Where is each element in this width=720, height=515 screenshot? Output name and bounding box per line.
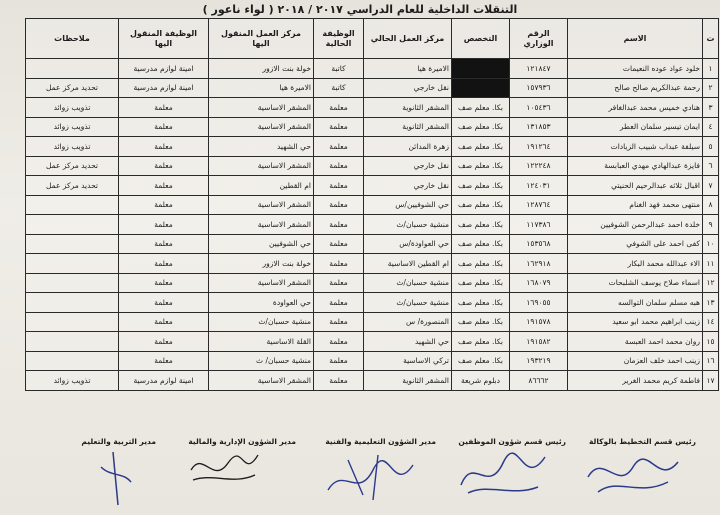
cell-name: ايمان تيسير سلمان العطر xyxy=(568,117,703,137)
cell-number: ١٦٨٠٧٩ xyxy=(510,273,568,293)
cell-new-center: منشية حسبان/ث xyxy=(209,312,314,332)
cell-new-job: معلمة xyxy=(119,156,209,176)
header-notes: ملاحظات xyxy=(26,19,119,59)
cell-new-job: امينة لوازم مدرسية xyxy=(119,78,209,98)
cell-new-job: معلمة xyxy=(119,215,209,235)
cell-current-job: معلمة xyxy=(314,195,364,215)
cell-current-job: معلمة xyxy=(314,234,364,254)
table-header-row xyxy=(26,19,719,59)
cell-new-job: معلمة xyxy=(119,176,209,196)
cell-number: ١٦٢٩١٨ xyxy=(510,254,568,274)
table-row xyxy=(26,137,719,157)
cell-number: ١٩١٢٦٤ xyxy=(510,137,568,157)
cell-name: الاء عبدالله محمد البكار xyxy=(568,254,703,274)
cell-current-center: نقل خارجي xyxy=(364,78,452,98)
cell-notes: تذويب زوائد xyxy=(26,371,119,391)
table-row xyxy=(26,351,719,371)
cell-name: رحمة عبدالكريم صالح صالح xyxy=(568,78,703,98)
cell-specialty: بكا. معلم صف xyxy=(452,176,510,196)
cell-index: ١٣ xyxy=(703,293,719,313)
cell-current-center: منشية حسبان/ث xyxy=(364,215,452,235)
table-row xyxy=(26,59,719,79)
cell-notes xyxy=(26,234,119,254)
header-index: ت xyxy=(703,19,719,59)
header-current-center: مركز العمل الحالي xyxy=(364,19,452,59)
cell-new-job: معلمة xyxy=(119,273,209,293)
cell-new-job: امينة لوازم مدرسية xyxy=(119,371,209,391)
header-new-center: مركز العمل المنقول اليها xyxy=(209,19,314,59)
cell-new-job: معلمة xyxy=(119,293,209,313)
signature-administrative: مدير الشؤون الإدارية والمالية xyxy=(188,437,296,446)
cell-specialty: بكا. معلم صف xyxy=(452,312,510,332)
cell-current-job: معلمة xyxy=(314,273,364,293)
cell-new-center: منشية حسبان/ ث xyxy=(209,351,314,371)
cell-notes: تحديد مركز عمل xyxy=(26,78,119,98)
cell-specialty: بكا. معلم صف xyxy=(452,273,510,293)
cell-specialty: بكا. معلم صف xyxy=(452,137,510,157)
cell-specialty: بكا. معلم صف xyxy=(452,254,510,274)
cell-notes xyxy=(26,59,119,79)
cell-current-center: المشقر الثانوية xyxy=(364,98,452,118)
cell-notes: تذويب زوائد xyxy=(26,117,119,137)
header-new-job: الوظيفة المنقول اليها xyxy=(119,19,209,59)
cell-current-job: كاتبة xyxy=(314,59,364,79)
cell-name: فايزة عبدالهادي مهدي العبابسة xyxy=(568,156,703,176)
cell-notes: تحديد مركز عمل xyxy=(26,156,119,176)
header-specialty: التخصص xyxy=(452,19,510,59)
table-row xyxy=(26,195,719,215)
cell-name: زينب ابراهيم محمد ابو سعيد xyxy=(568,312,703,332)
cell-new-center: خولة بنت الازور xyxy=(209,59,314,79)
cell-number: ١١٧٣٨٦ xyxy=(510,215,568,235)
cell-current-job: معلمة xyxy=(314,98,364,118)
cell-current-job: معلمة xyxy=(314,332,364,352)
cell-new-job: معلمة xyxy=(119,98,209,118)
cell-index: ٩ xyxy=(703,215,719,235)
cell-index: ٦ xyxy=(703,156,719,176)
signature-personnel: رئيس قسم شؤون الموظفين xyxy=(458,437,566,446)
cell-index: ٥ xyxy=(703,137,719,157)
cell-current-job: معلمة xyxy=(314,371,364,391)
cell-specialty: بكا. معلم صف xyxy=(452,234,510,254)
signature-planning: رئيس قسم التخطيط بالوكالة xyxy=(589,437,696,446)
cell-current-job: معلمة xyxy=(314,215,364,235)
cell-new-job: معلمة xyxy=(119,234,209,254)
cell-current-job: معلمة xyxy=(314,254,364,274)
cell-name: روان محمد احمد العبسة xyxy=(568,332,703,352)
cell-current-center: تركي الاساسية xyxy=(364,351,452,371)
cell-new-center: القلة الاساسية xyxy=(209,332,314,352)
cell-number: ١٥٧٩٣٦ xyxy=(510,78,568,98)
cell-current-job: معلمة xyxy=(314,312,364,332)
table-row xyxy=(26,234,719,254)
cell-current-center: الاميرة هيا xyxy=(364,59,452,79)
cell-current-job: معلمة xyxy=(314,156,364,176)
cell-new-center: المشقر الاساسية xyxy=(209,371,314,391)
cell-new-job: امينة لوازم مدرسية xyxy=(119,59,209,79)
cell-new-center: المشقر الاساسية xyxy=(209,156,314,176)
cell-specialty: بكا. معلم صف xyxy=(452,351,510,371)
table-row xyxy=(26,98,719,118)
table-row xyxy=(26,78,719,98)
cell-index: ١٥ xyxy=(703,332,719,352)
cell-new-job: معلمة xyxy=(119,332,209,352)
cell-specialty: دبلوم شريعة xyxy=(452,371,510,391)
cell-name: زينب احمد خلف العزمان xyxy=(568,351,703,371)
cell-name: خلود عواد عوده النعيمات xyxy=(568,59,703,79)
cell-notes xyxy=(26,273,119,293)
signature-area xyxy=(25,437,718,515)
table-row xyxy=(26,293,719,313)
cell-current-center: زهرة المدائن xyxy=(364,137,452,157)
cell-name: كفى احمد على الشوفي xyxy=(568,234,703,254)
cell-number: ١٦٩٠٥٥ xyxy=(510,293,568,313)
signature-director: مدير التربية والتعليم xyxy=(81,437,156,446)
cell-number: ١٥٣٥٦٨ xyxy=(510,234,568,254)
cell-new-center: المشقر الاساسية xyxy=(209,98,314,118)
handwritten-signature-5 xyxy=(83,447,143,509)
cell-current-job: كاتبة xyxy=(314,78,364,98)
cell-number: ١٢٢٢٤٨ xyxy=(510,156,568,176)
cell-new-job: معلمة xyxy=(119,312,209,332)
handwritten-signature-4 xyxy=(183,445,263,490)
cell-current-center: منشية حسبان/ث xyxy=(364,273,452,293)
cell-specialty: بكا. معلم صف xyxy=(452,98,510,118)
cell-notes xyxy=(26,332,119,352)
cell-name: خلدة احمد عبدالرحمن الشوفيين xyxy=(568,215,703,235)
cell-current-job: معلمة xyxy=(314,293,364,313)
handwritten-signature-2 xyxy=(453,445,553,500)
cell-new-job: معلمة xyxy=(119,195,209,215)
cell-index: ٢ xyxy=(703,78,719,98)
cell-current-job: معلمة xyxy=(314,137,364,157)
table-row xyxy=(26,254,719,274)
cell-index: ١٧ xyxy=(703,371,719,391)
cell-notes xyxy=(26,312,119,332)
cell-number: ١٣١٨٥٣ xyxy=(510,117,568,137)
cell-current-center: المشقر الثانوية xyxy=(364,371,452,391)
handwritten-signature-1 xyxy=(578,447,688,502)
cell-specialty: بكا. معلم صف xyxy=(452,293,510,313)
cell-index: ١١ xyxy=(703,254,719,274)
cell-new-center: الاميرة هيا xyxy=(209,78,314,98)
cell-notes xyxy=(26,195,119,215)
cell-new-center: المشقر الاساسية xyxy=(209,215,314,235)
cell-name: فاطمة كريم محمد الغرير xyxy=(568,371,703,391)
cell-notes xyxy=(26,293,119,313)
cell-notes: تحديد مركز عمل xyxy=(26,176,119,196)
cell-new-center: المشقر الاساسية xyxy=(209,117,314,137)
cell-notes xyxy=(26,351,119,371)
cell-name: هنادي خميس محمد عبدالغافر xyxy=(568,98,703,118)
cell-specialty: بكا. معلم صف xyxy=(452,156,510,176)
cell-number: ١٠٥٤٣٦ xyxy=(510,98,568,118)
cell-new-center: المشقر الاساسية xyxy=(209,273,314,293)
cell-notes xyxy=(26,215,119,235)
cell-specialty xyxy=(452,59,510,79)
header-number: الرقم الوزاري xyxy=(510,19,568,59)
cell-current-center: حي الشوفيين/س xyxy=(364,195,452,215)
cell-new-job: معلمة xyxy=(119,254,209,274)
cell-current-center: المشقر الثانوية xyxy=(364,117,452,137)
cell-current-center: نقل خارجي xyxy=(364,156,452,176)
cell-number: ١٢٤٠٣١ xyxy=(510,176,568,196)
cell-number: ١٩١٥٨٢ xyxy=(510,332,568,352)
cell-current-center: منشية حسبان/ث xyxy=(364,293,452,313)
table-row xyxy=(26,371,719,391)
table-row xyxy=(26,156,719,176)
table-row xyxy=(26,332,719,352)
cell-current-center: حي العواودة/س xyxy=(364,234,452,254)
cell-name: اقبال ثلاثه عبدالرحيم الحنيتي xyxy=(568,176,703,196)
cell-new-job: معلمة xyxy=(119,137,209,157)
cell-new-job: معلمة xyxy=(119,351,209,371)
cell-current-job: معلمة xyxy=(314,176,364,196)
cell-index: ١٢ xyxy=(703,273,719,293)
cell-current-center: ام القطين الاساسية xyxy=(364,254,452,274)
cell-index: ٤ xyxy=(703,117,719,137)
cell-current-job: معلمة xyxy=(314,351,364,371)
table-row xyxy=(26,117,719,137)
cell-specialty: بكا. معلم صف xyxy=(452,117,510,137)
cell-name: هبه مسلم سلمان التوالسه xyxy=(568,293,703,313)
cell-new-center: حي العواودة xyxy=(209,293,314,313)
cell-number: ١٢٨٧٦٤ xyxy=(510,195,568,215)
cell-specialty xyxy=(452,78,510,98)
cell-index: ٨ xyxy=(703,195,719,215)
cell-index: ١٦ xyxy=(703,351,719,371)
table-row xyxy=(26,176,719,196)
cell-name: اسماء صلاح يوسف الشلبحات xyxy=(568,273,703,293)
cell-current-center: نقل خارجي xyxy=(364,176,452,196)
cell-notes: تذويب زوائد xyxy=(26,98,119,118)
cell-name: منتهى محمد فهد الغنام xyxy=(568,195,703,215)
table-row xyxy=(26,215,719,235)
cell-current-center: حي الشهيد xyxy=(364,332,452,352)
header-name: الاسم xyxy=(568,19,703,59)
cell-number: ١٩٣٢١٩ xyxy=(510,351,568,371)
cell-index: ١ xyxy=(703,59,719,79)
cell-number: ١٩١٥٧٨ xyxy=(510,312,568,332)
cell-index: ٧ xyxy=(703,176,719,196)
cell-notes xyxy=(26,254,119,274)
handwritten-signature-3 xyxy=(318,445,418,505)
cell-name: سيلفة عبداب شبيب الزيادات xyxy=(568,137,703,157)
header-current-job: الوظيفة الحالية xyxy=(314,19,364,59)
signature-educational: مدير الشؤون التعليمية والفنية xyxy=(325,437,436,446)
cell-index: ٣ xyxy=(703,98,719,118)
cell-current-job: معلمة xyxy=(314,117,364,137)
cell-number: ١٢١٨٤٧ xyxy=(510,59,568,79)
cell-new-job: معلمة xyxy=(119,117,209,137)
cell-new-center: خولة بنت الازور xyxy=(209,254,314,274)
transfers-table xyxy=(25,18,719,391)
cell-specialty: بكا. معلم صف xyxy=(452,332,510,352)
cell-specialty: بكا. معلم صف xyxy=(452,195,510,215)
cell-new-center: ام القطين xyxy=(209,176,314,196)
cell-new-center: حي الشوفيين xyxy=(209,234,314,254)
cell-index: ١٤ xyxy=(703,312,719,332)
cell-number: ٨٦٦٦٢ xyxy=(510,371,568,391)
table-row xyxy=(26,312,719,332)
cell-new-center: المشقر الاساسية xyxy=(209,195,314,215)
table-row xyxy=(26,273,719,293)
cell-new-center: حي الشهيد xyxy=(209,137,314,157)
cell-current-center: المنصورة/ س xyxy=(364,312,452,332)
document-title: التنقلات الداخلية للعام الدراسي ٢٠١٧ / ٢٠١٨ ( لواء ناعور ) xyxy=(202,3,518,16)
cell-index: ١٠ xyxy=(703,234,719,254)
cell-notes: تذويب زوائد xyxy=(26,137,119,157)
cell-specialty: بكا. معلم صف xyxy=(452,215,510,235)
